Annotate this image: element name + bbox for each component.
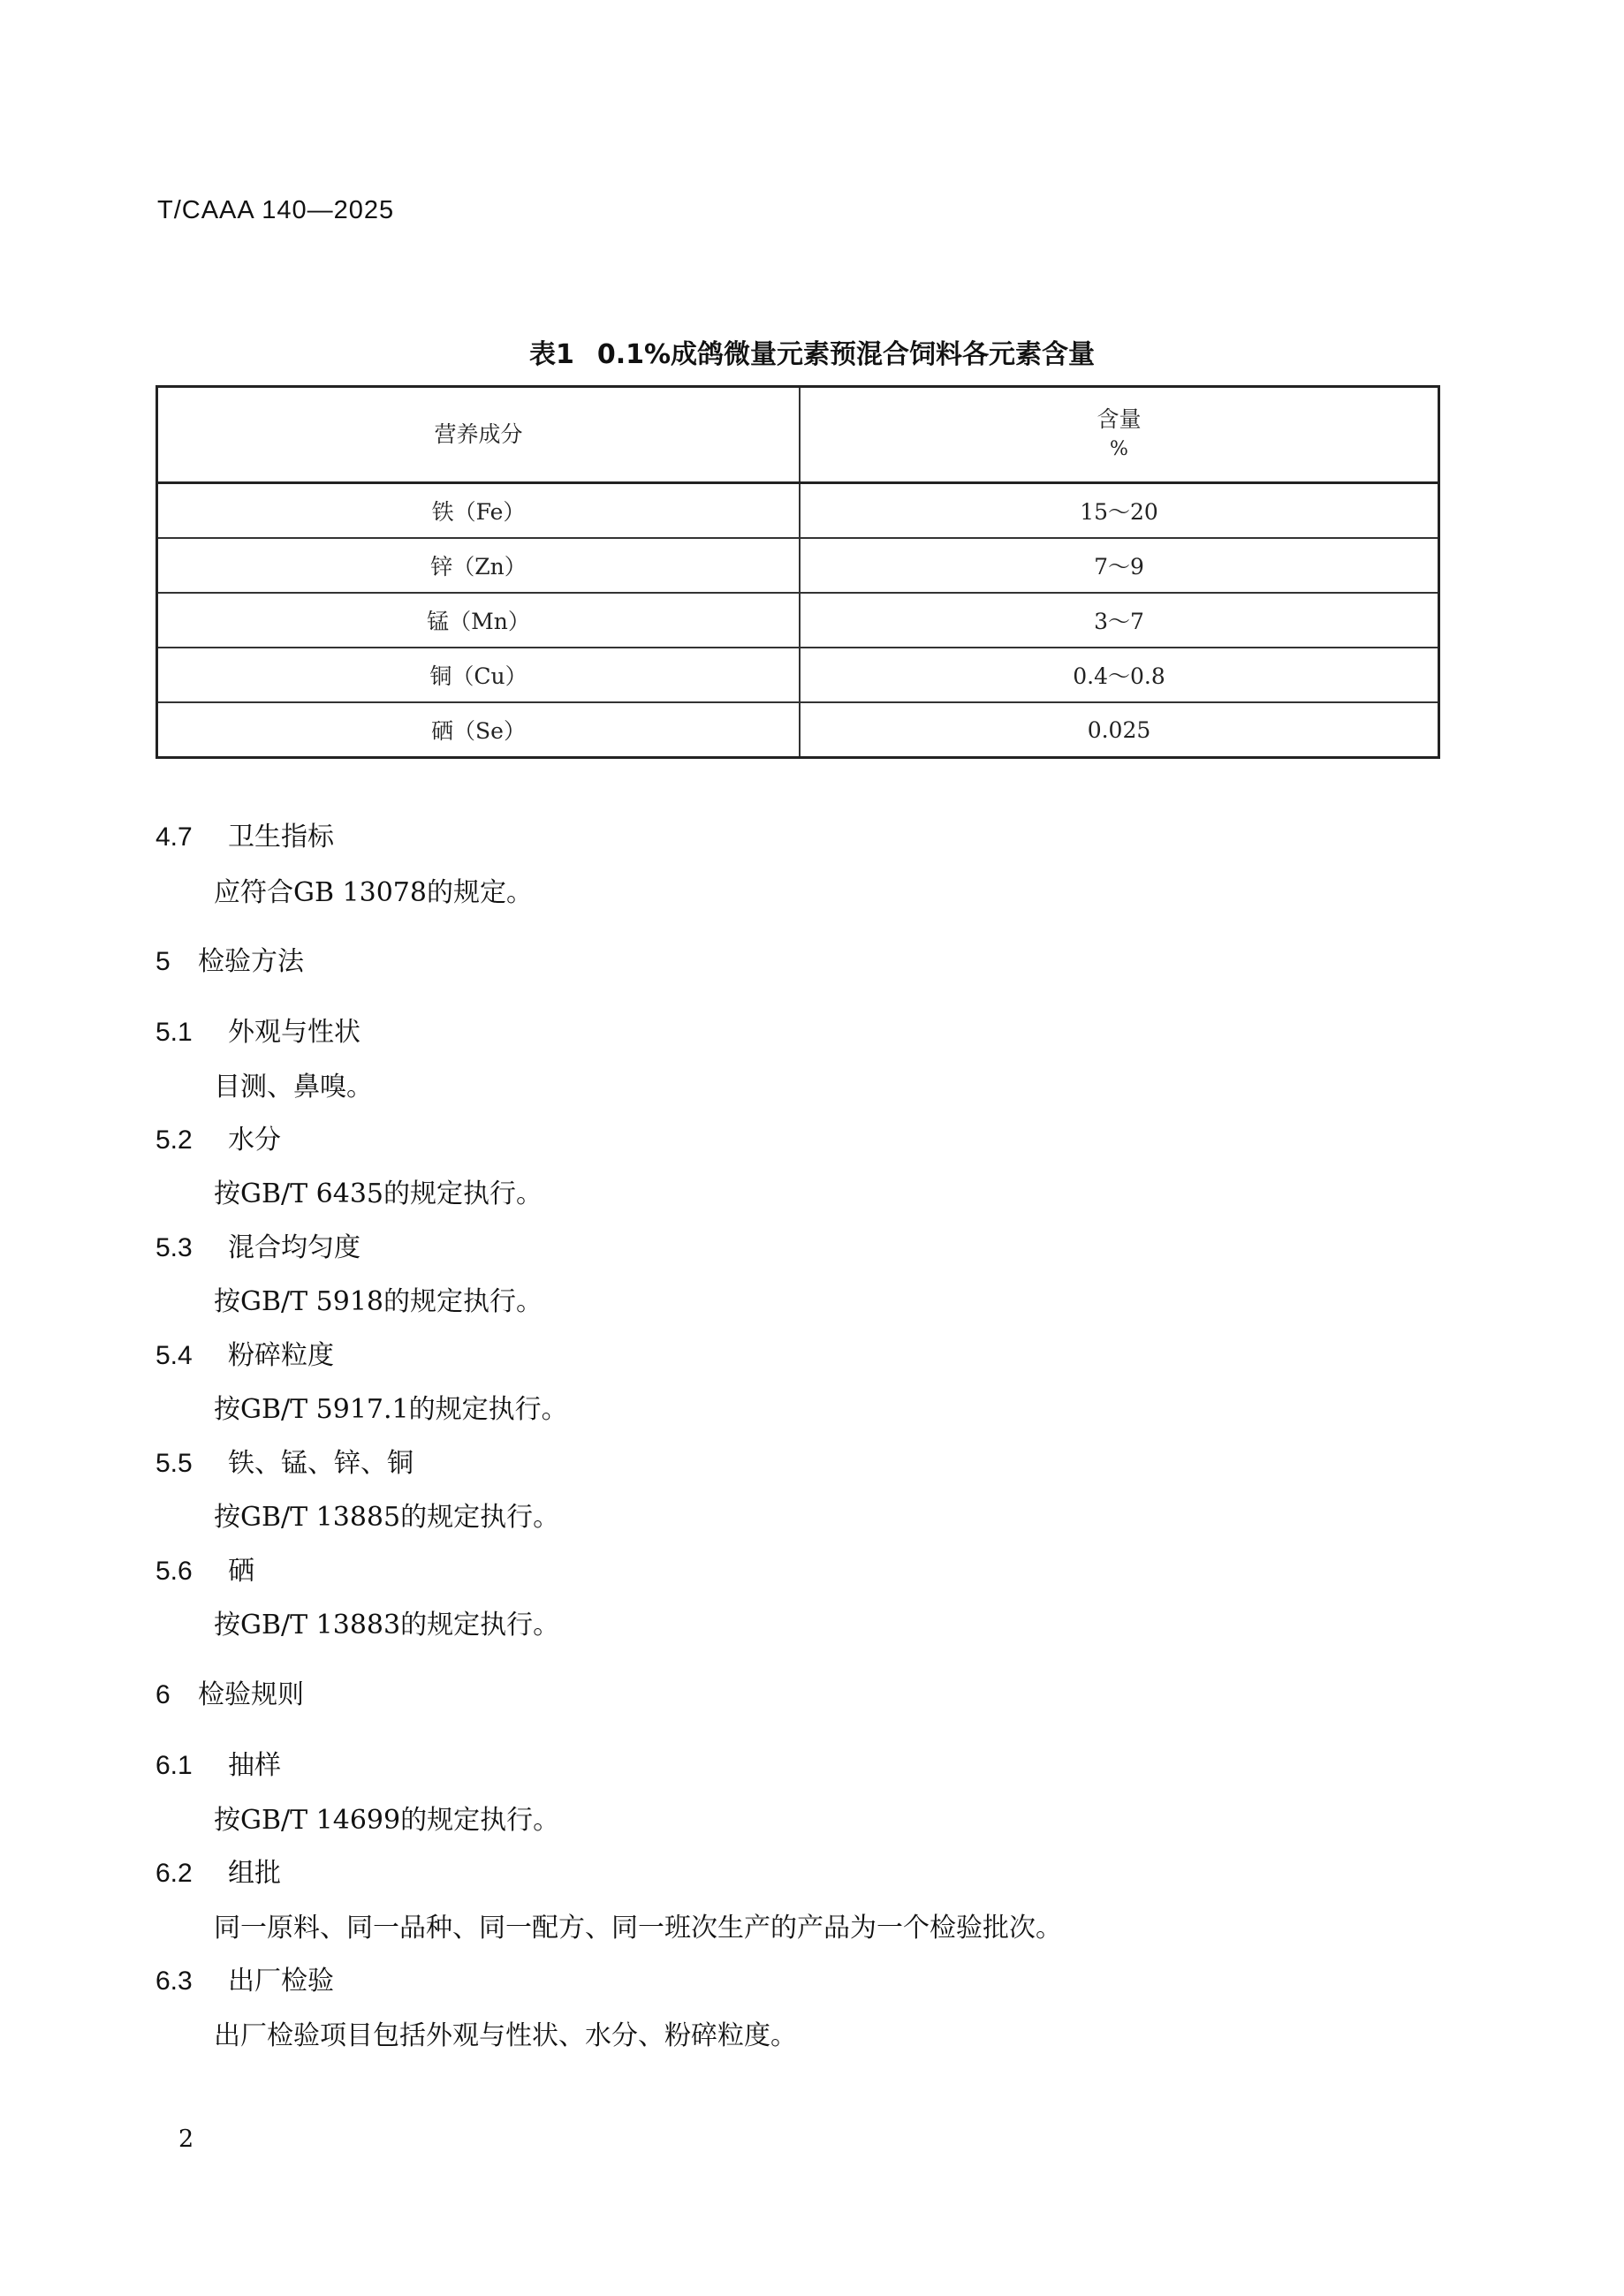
section-title: 混合均匀度 [228,1232,360,1263]
table-row [157,483,1439,539]
section-number: 6.2 [156,1859,193,1888]
table-caption [0,332,1624,371]
section-text-5-2: 按GB/T 6435的规定执行。 [214,1178,543,1209]
section-heading-5-4 [156,1333,334,1372]
section-text-5-1: 目测、鼻嗅。 [214,1072,373,1103]
section-heading-6-1 [156,1743,281,1782]
section-heading-5-5 [156,1441,414,1480]
table-row [157,538,1439,593]
cell-content: 0.4～0.8 [800,648,1439,702]
col-header-nutrient: 营养成分 [157,387,801,483]
section-heading-6-2 [156,1851,281,1890]
cell-element: 锰（Mn） [157,593,801,648]
section-text-6-1: 按GB/T 14699的规定执行。 [214,1805,560,1836]
element-content-table [156,385,1440,759]
section-text-5-3: 按GB/T 5918的规定执行。 [214,1286,543,1317]
section-title: 铁、锰、锌、铜 [228,1448,414,1479]
chapter-number: 6 [156,1680,171,1709]
table-row [157,648,1439,702]
col-header-content-label: 含量 [1097,406,1142,432]
section-number: 4.7 [156,822,193,852]
section-heading-5-2 [156,1118,281,1156]
section-title: 粉碎粒度 [228,1340,334,1371]
section-title: 卫生指标 [228,822,334,852]
col-header-content [800,387,1439,483]
section-title: 出厂检验 [228,1966,334,1997]
section-title: 外观与性状 [228,1017,360,1048]
section-title: 硒 [228,1556,254,1587]
cell-content: 0.025 [800,702,1439,758]
cell-element: 铁（Fe） [157,483,801,539]
standard-code: T/CAAA 140—2025 [157,196,395,224]
cell-content: 7～9 [800,538,1439,593]
section-title: 组批 [228,1858,281,1889]
section-number: 5.2 [156,1125,193,1155]
table-caption-title: 0.1%成鸽微量元素预混合饲料各元素含量 [596,339,1096,370]
cell-content: 3～7 [800,593,1439,648]
section-title: 水分 [228,1125,281,1156]
table-row [157,702,1439,758]
section-text-5-5: 按GB/T 13885的规定执行。 [214,1502,560,1533]
chapter-heading-5 [156,939,304,978]
cell-content: 15～20 [800,483,1439,539]
section-heading-5-6 [156,1549,254,1587]
section-text-5-4: 按GB/T 5917.1的规定执行。 [214,1394,568,1425]
section-number: 5.4 [156,1341,193,1370]
section-number: 5.3 [156,1233,193,1262]
table-caption-number: 表1 [528,339,574,370]
section-text-4-7: 应符合GB 13078的规定。 [214,877,533,908]
cell-element: 铜（Cu） [157,648,801,702]
section-text-5-6: 按GB/T 13883的规定执行。 [214,1610,560,1641]
section-heading-5-3 [156,1225,360,1264]
chapter-title: 检验方法 [198,946,304,977]
section-heading-5-1 [156,1010,360,1049]
chapter-number: 5 [156,947,171,976]
section-heading-4-7 [156,815,334,853]
table-header-row [157,387,1439,483]
page-number: 2 [178,2126,194,2153]
section-text-6-2: 同一原料、同一品种、同一配方、同一班次生产的产品为一个检验批次。 [214,1913,1062,1944]
table-row [157,593,1439,648]
cell-element: 硒（Se） [157,702,801,758]
section-number: 5.1 [156,1018,193,1047]
section-text-6-3: 出厂检验项目包括外观与性状、水分、粉碎粒度。 [214,2020,797,2051]
section-number: 6.1 [156,1751,193,1780]
chapter-heading-6 [156,1672,304,1711]
cell-element: 锌（Zn） [157,538,801,593]
section-title: 抽样 [228,1750,281,1781]
col-header-content-unit: % [1110,438,1128,460]
section-number: 5.6 [156,1557,193,1586]
section-number: 5.5 [156,1449,193,1478]
chapter-title: 检验规则 [198,1679,304,1710]
section-number: 6.3 [156,1966,193,1996]
section-heading-6-3 [156,1959,334,1997]
